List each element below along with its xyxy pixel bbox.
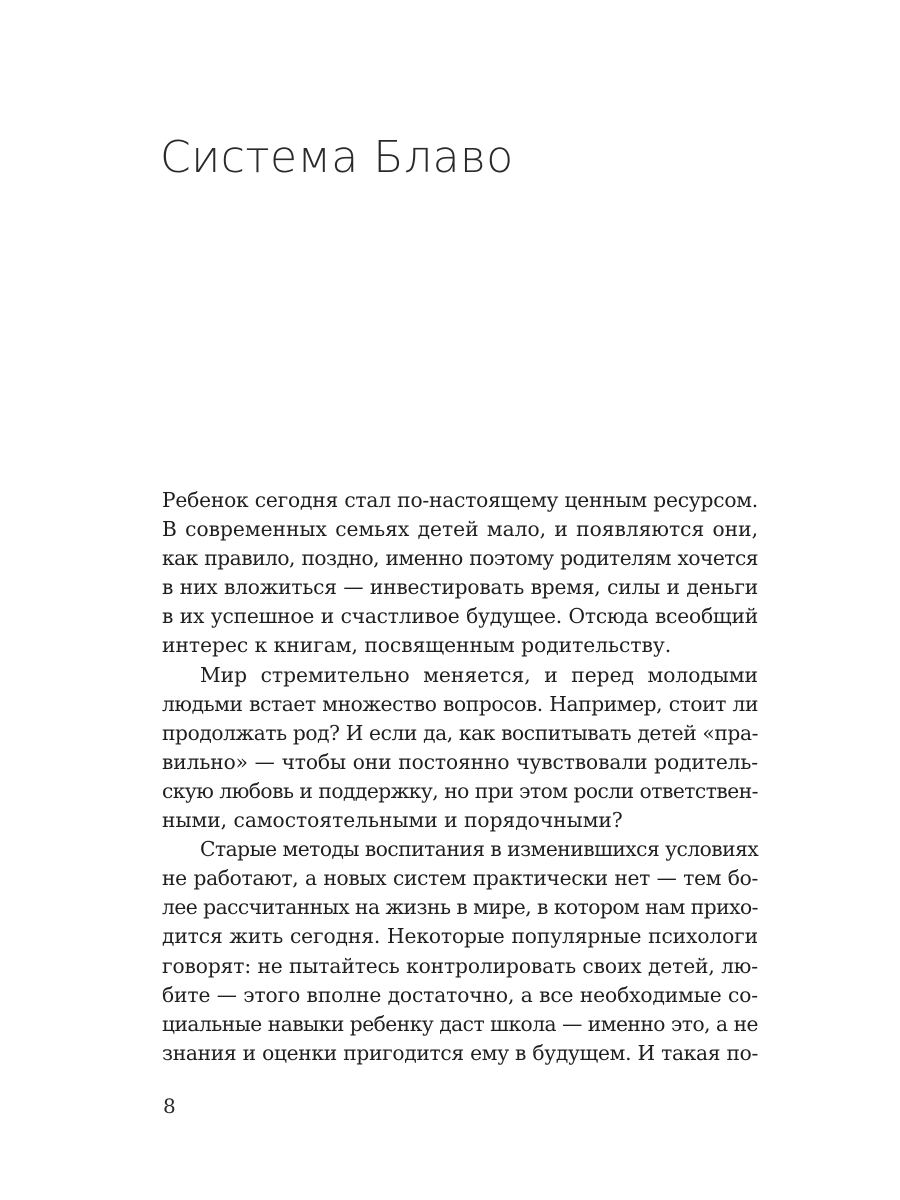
text-line: как правило, поздно, именно поэтому родителям хочется [162, 546, 758, 571]
text-line: бите — этого вполне достаточно, а все необходимые со- [162, 982, 758, 1007]
text-line: лее рассчитанных на жизнь в мире, в котором нам прихо- [162, 895, 758, 920]
text-line: людьми встает множество вопросов. Например, стоит ли [162, 691, 758, 716]
chapter-title: Система Блаво [160, 132, 514, 183]
text-line: не работают, а новых систем практически нет — тем бо- [162, 866, 758, 891]
text-line: вильно» — чтобы они постоянно чувствовали родитель- [162, 749, 758, 774]
page-number: 8 [163, 1094, 176, 1118]
text-line: продолжать род? И если да, как воспитывать детей «пра- [162, 720, 758, 745]
text-line: дится жить сегодня. Некоторые популярные психологи [162, 924, 758, 949]
text-line: скую любовь и поддержку, но при этом росли ответствен- [162, 778, 758, 803]
text-line: в их успешное и счастливое будущее. Отсюда всеобщий [162, 604, 758, 629]
text-line: Мир стремительно меняется, и перед молодыми [200, 662, 758, 687]
text-line: Старые методы воспитания в изменившихся условиях [200, 837, 759, 862]
paragraph-3 [162, 835, 758, 1068]
text-line: знания и оценки пригодится ему в будущем. И такая по- [162, 1040, 758, 1065]
text-line: В современных семьях детей мало, и появляются они, [162, 517, 758, 542]
text-line: интерес к книгам, посвященным родительству. [162, 633, 672, 658]
paragraph-1 [162, 486, 758, 661]
text-line: Ребенок сегодня стал по-настоящему ценным ресурсом. [162, 488, 758, 512]
paragraph-2 [162, 661, 758, 836]
text-line: в них вложиться — инвестировать время, силы и деньги [162, 575, 758, 600]
body-text [162, 486, 758, 1068]
text-line: циальные навыки ребенку даст школа — именно это, а не [162, 1011, 758, 1036]
text-line: ными, самостоятельными и порядочными? [162, 808, 623, 833]
text-line: говорят: не пытайтесь контролировать своих детей, лю- [162, 953, 758, 978]
